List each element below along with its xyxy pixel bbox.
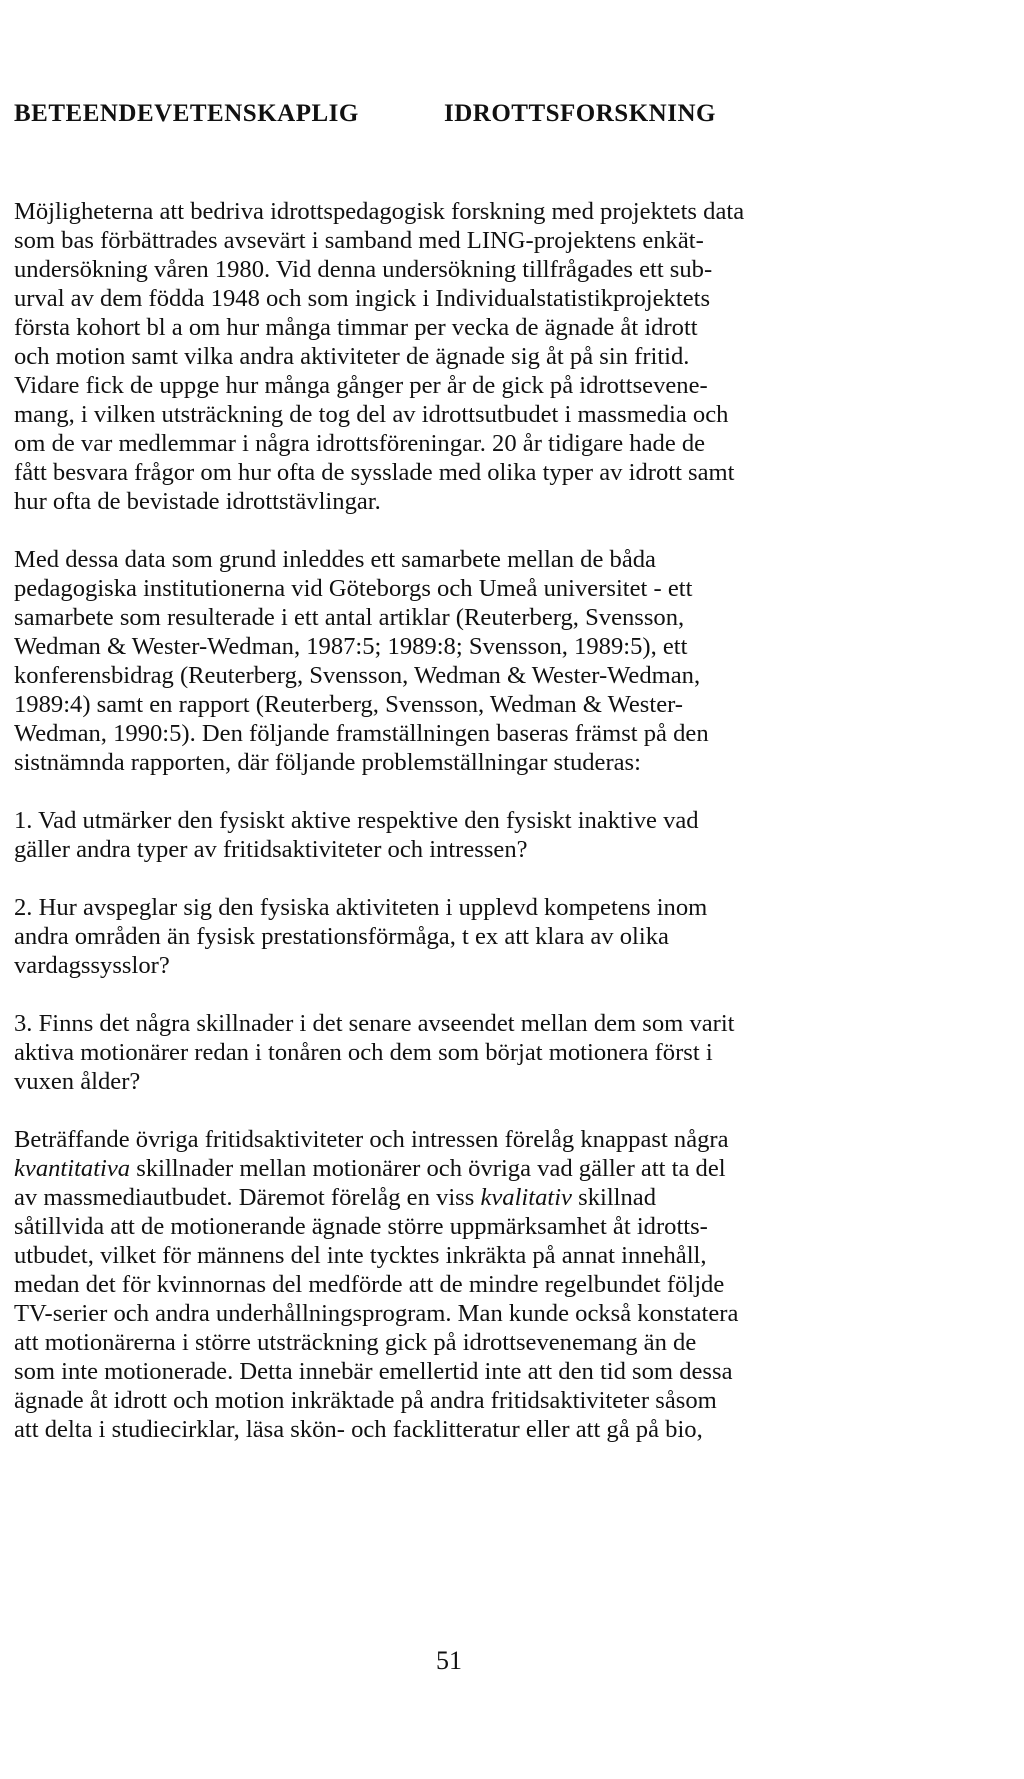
paragraph-collaboration [14,545,904,777]
text-fragment: skillnad [571,1184,657,1211]
text-line: gäller andra typer av fritidsaktiviteter och intressen? [14,836,528,863]
text-line: Beträffande övriga fritidsaktiviteter och intressen förelåg knappast några [14,1126,729,1153]
running-head-left: BETEENDEVETENSKAPLIG [14,100,359,127]
text-line: aktiva motionärer redan i tonåren och dem som börjat motionera först i [14,1039,713,1066]
text-line: vardagssysslor? [14,952,170,979]
text-line: att delta i studiecirklar, läsa skön- och facklitteratur eller att gå på bio, [14,1416,703,1443]
body-text [14,197,904,1444]
text-line: Wedman & Wester-Wedman, 1987:5; 1989:8; Svensson, 1989:5), ett [14,633,688,660]
text-line: att motionärerna i större utsträckning gick på idrottsevenemang än de [14,1329,697,1356]
text-line: mang, i vilken utsträckning de tog del av idrottsutbudet i massmedia och [14,401,729,428]
text-line: som inte motionerade. Detta innebär emellertid inte att den tid som dessa [14,1358,733,1385]
text-line: första kohort bl a om hur många timmar per vecka de ägnade åt idrott [14,314,698,341]
italic-term: kvantitativa [14,1155,131,1182]
text-line: urval av dem födda 1948 och som ingick i Individualstatistikprojektets [14,285,711,312]
text-line: pedagogiska institutionerna vid Göteborgs och Umeå universitet - ett [14,575,693,602]
text-line: 1989:4) samt en rapport (Reuterberg, Svensson, Wedman & Wester- [14,691,684,718]
text-line: hur ofta de bevistade idrottstävlingar. [14,488,381,515]
text-line: om de var medlemmar i några idrottsföreningar. 20 år tidigare hade de [14,430,706,457]
text-line: sistnämnda rapporten, där följande problemställningar studeras: [14,749,641,776]
text-line: Med dessa data som grund inleddes ett samarbete mellan de båda [14,546,656,573]
text-line: vuxen ålder? [14,1068,141,1095]
paragraph-intro [14,197,904,516]
text-line [14,1154,904,1183]
text-line: som bas förbättrades avsevärt i samband med LING-projektens enkät- [14,227,704,254]
running-head [14,100,914,128]
text-line: Vidare fick de uppge hur många gånger per år de gick på idrottsevene- [14,372,708,399]
text-line: 1. Vad utmärker den fysiskt aktive respektive den fysiskt inaktive vad [14,807,699,834]
running-head-right: IDROTTSFORSKNING [444,100,716,127]
question-1 [14,806,904,864]
text-fragment: skillnader mellan motionärer och övriga vad gäller att ta del [130,1155,726,1182]
text-line: medan det för kvinnornas del medförde att de mindre regelbundet följde [14,1271,725,1298]
italic-term: kvalitativ [480,1184,572,1211]
text-line: ägnade åt idrott och motion inkräktade på andra fritidsaktiviteter såsom [14,1387,717,1414]
page-number: 51 [436,1646,462,1675]
text-line: undersökning våren 1980. Vid denna undersökning tillfrågades ett sub- [14,256,713,283]
question-2 [14,893,904,980]
text-line: Möjligheterna att bedriva idrottspedagogisk forskning med projektets data [14,198,745,225]
text-line: utbudet, vilket för männens del inte tycktes inkräkta på annat innehåll, [14,1242,707,1269]
text-line: andra områden än fysisk prestationsförmåga, t ex att klara av olika [14,923,669,950]
text-line: 3. Finns det några skillnader i det senare avseendet mellan dem som varit [14,1010,735,1037]
paragraph-results [14,1125,904,1444]
text-line [14,1183,904,1212]
text-fragment: av massmediautbudet. Däremot förelåg en viss [14,1184,481,1211]
text-line: konferensbidrag (Reuterberg, Svensson, Wedman & Wester-Wedman, [14,662,701,689]
text-line: fått besvara frågor om hur ofta de sysslade med olika typer av idrott samt [14,459,735,486]
text-line: och motion samt vilka andra aktiviteter de ägnade sig åt på sin fritid. [14,343,690,370]
text-line: 2. Hur avspeglar sig den fysiska aktiviteten i upplevd kompetens inom [14,894,708,921]
text-line: såtillvida att de motionerande ägnade större uppmärksamhet åt idrotts- [14,1213,708,1240]
question-3 [14,1009,904,1096]
text-line: Wedman, 1990:5). Den följande framställningen baseras främst på den [14,720,709,747]
text-line: samarbete som resulterade i ett antal artiklar (Reuterberg, Svensson, [14,604,685,631]
text-line: TV-serier och andra underhållningsprogram. Man kunde också konstatera [14,1300,739,1327]
